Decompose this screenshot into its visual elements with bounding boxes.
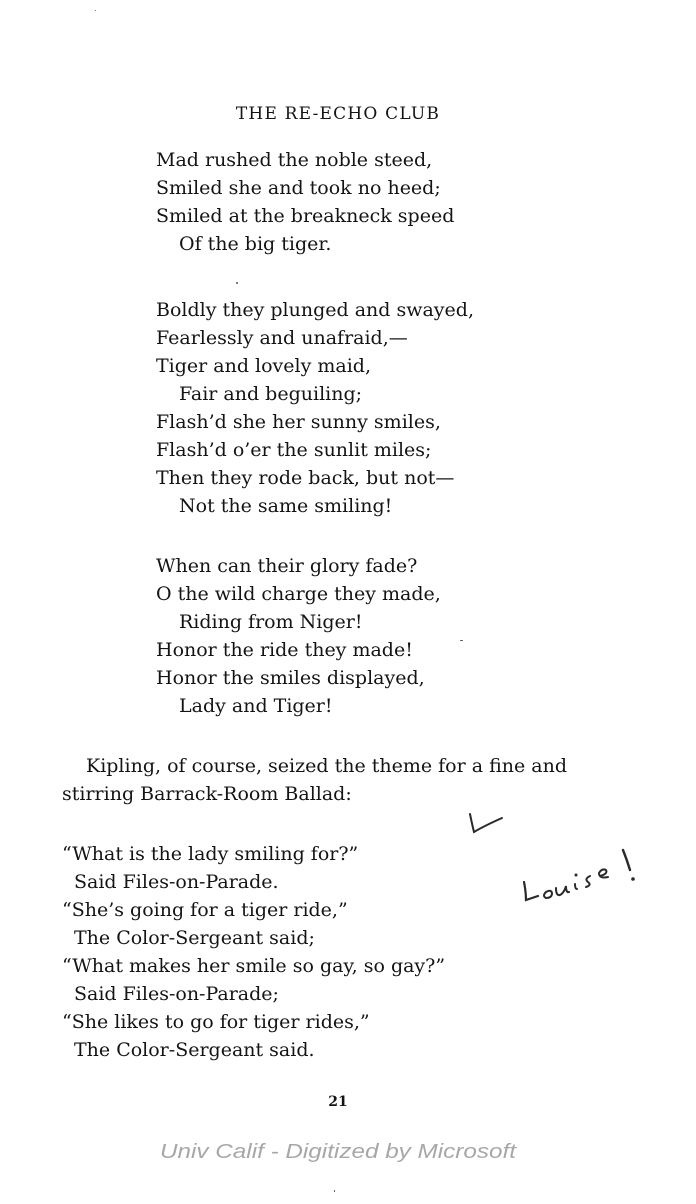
ballad-line-indented: The Color-Sergeant said. (74, 1039, 315, 1061)
prose-paragraph (62, 752, 632, 808)
verse-line-indented: Fair and beguiling; (179, 383, 363, 405)
verse-line: Then they rode back, but not— (156, 467, 455, 489)
prose-line: stirring Barrack-Room Ballad: (62, 783, 352, 805)
verse-line: When can their glory fade? (156, 555, 418, 577)
ballad-line-indented: Said Files-on-Parade; (74, 983, 279, 1005)
verse-line: Honor the ride they made! (156, 639, 413, 661)
ballad-line: “What makes her smile so gay, so gay?” (62, 955, 446, 977)
page-number: 21 (328, 1094, 348, 1110)
poem-stanza-2 (156, 296, 474, 520)
scan-speck (334, 1190, 335, 1192)
pencil-checkmark-icon (466, 810, 506, 840)
ballad-line-indented: The Color-Sergeant said; (74, 927, 315, 949)
digitization-watermark (160, 1136, 560, 1166)
verse-line-indented: Lady and Tiger! (179, 695, 333, 717)
svg-text:Univ Calif - Digitized by Micr: Univ Calif - Digitized by Microsoft (160, 1141, 518, 1163)
running-head: THE RE-ECHO CLUB (235, 104, 441, 124)
handwritten-note-louise (516, 846, 646, 908)
verse-line: Flash’d she her sunny smiles, (156, 411, 441, 433)
verse-line: Tiger and lovely maid, (156, 355, 372, 377)
scan-speck (236, 282, 238, 284)
ballad-verse (62, 840, 445, 1064)
verse-line-indented: Not the same smiling! (179, 495, 393, 517)
verse-line-indented: Of the big tiger. (179, 233, 332, 255)
verse-line: Smiled at the breakneck speed (156, 205, 455, 227)
verse-line: Fearlessly and unafraid,— (156, 327, 408, 349)
verse-line-indented: Riding from Niger! (179, 611, 363, 633)
ballad-line: “What is the lady smiling for?” (62, 843, 359, 865)
ballad-line: “She’s going for a tiger ride,” (62, 899, 348, 921)
poem-stanza-3 (156, 552, 441, 720)
scan-speck (460, 640, 463, 641)
poem-stanza-1 (156, 146, 454, 258)
verse-line: O the wild charge they made, (156, 583, 441, 605)
verse-line: Smiled she and took no heed; (156, 177, 441, 199)
ballad-line: “She likes to go for tiger rides,” (62, 1011, 370, 1033)
verse-line: Honor the smiles displayed, (156, 667, 425, 689)
verse-line: Flash’d o’er the sunlit miles; (156, 439, 432, 461)
scan-speck (95, 10, 96, 11)
prose-line: Kipling, of course, seized the theme for a fine and (86, 755, 568, 777)
verse-line: Boldly they plunged and swayed, (156, 299, 474, 321)
ballad-line-indented: Said Files-on-Parade. (74, 871, 279, 893)
verse-line: Mad rushed the noble steed, (156, 149, 433, 171)
